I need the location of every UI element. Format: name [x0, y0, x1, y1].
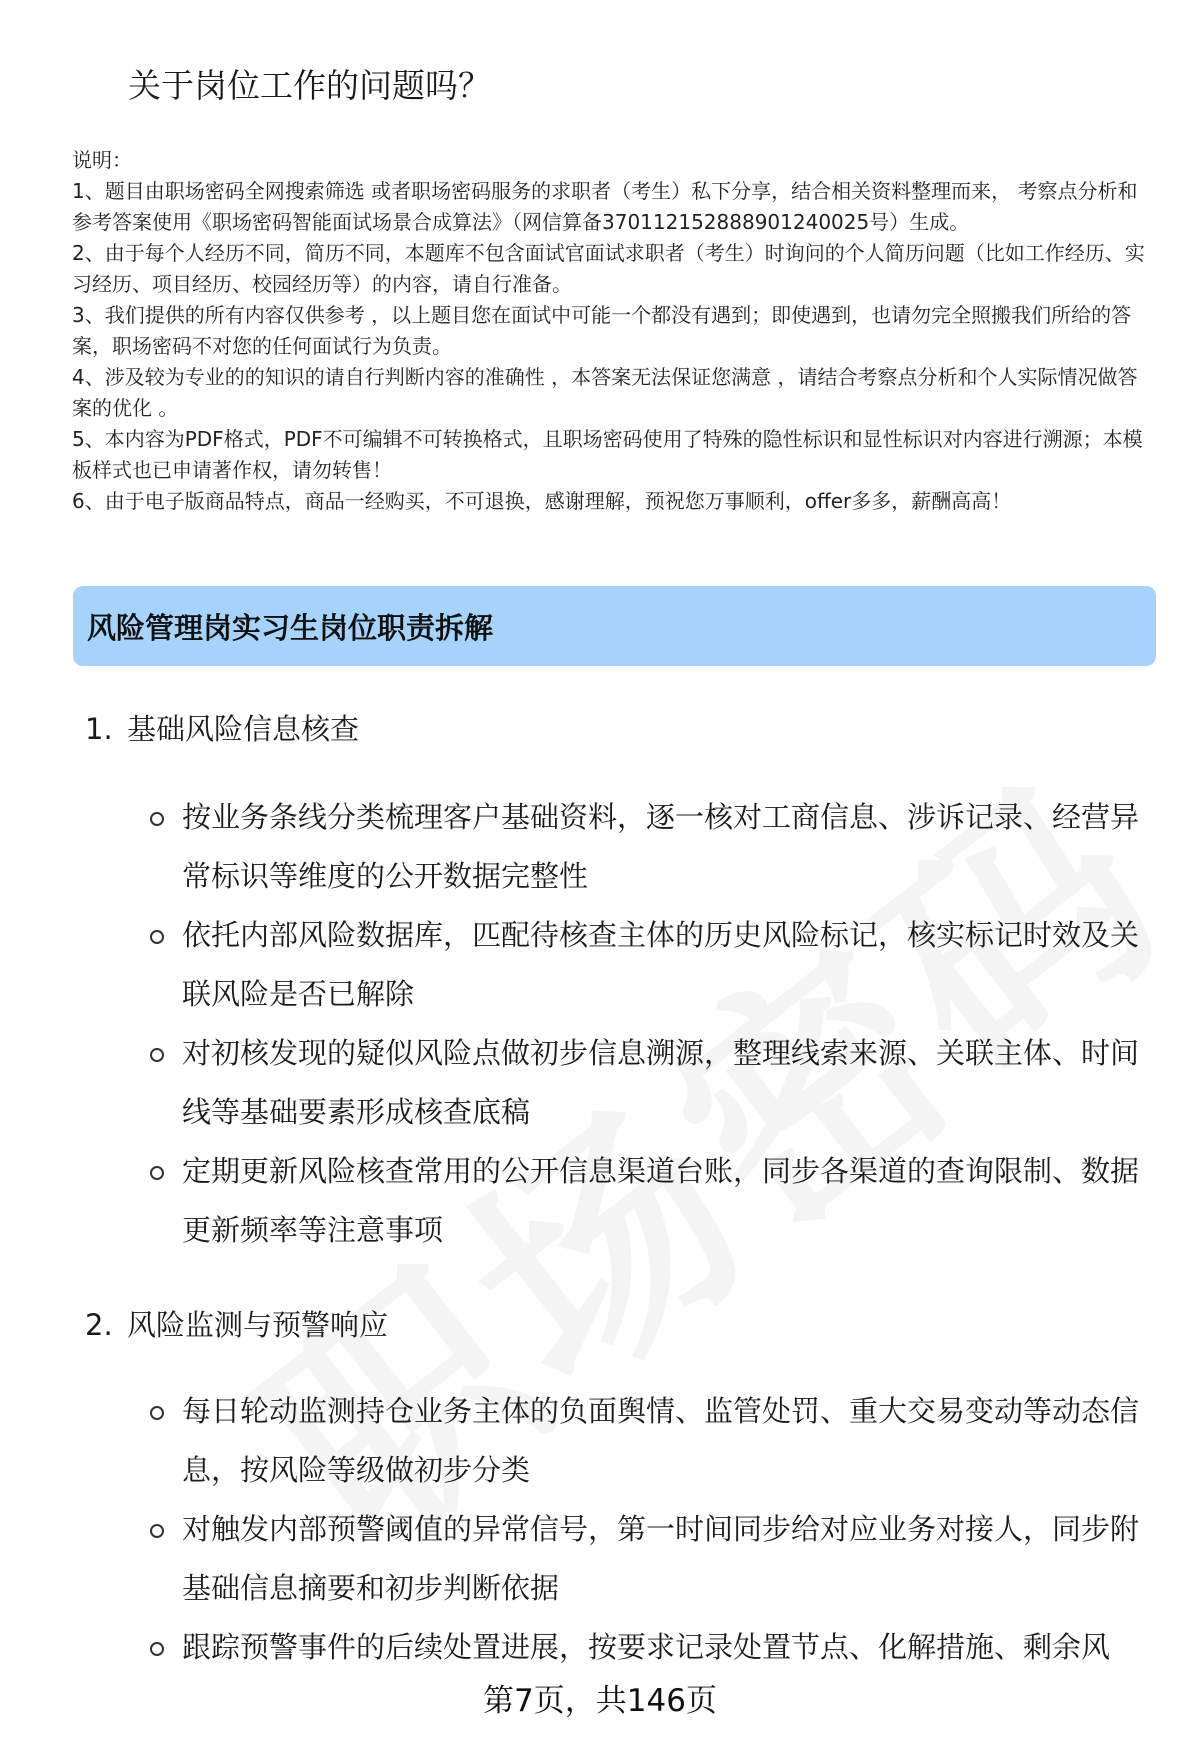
notes-heading: 说明： — [72, 148, 132, 172]
list-item-text: 定期更新风险核查常用的公开信息渠道台账，同步各渠道的查询限制、数据更新频率等注意事项 — [182, 1154, 1140, 1247]
list-item-text: 对初核发现的疑似风险点做初步信息溯源，整理线索来源、关联主体、时间线等基础要素形成核查底稿 — [182, 1036, 1140, 1129]
bullet-circle-icon — [150, 1166, 164, 1180]
note-line: 1、题目由职场密码全网搜索筛选 或者职场密码服务的求职者（考生）私下分享，结合相关资料整理而来， 考察点分析和参考答案使用《职场密码智能面试场景合成算法》（网信算备370112152888901240025号）生成。 — [72, 179, 1138, 234]
list-item-text: 每日轮动监测持仓业务主体的负面舆情、监管处罚、重大交易变动等动态信息，按风险等级做初步分类 — [182, 1394, 1140, 1487]
list-item — [150, 1500, 1150, 1618]
section-title: 风险管理岗实习生岗位职责拆解 — [87, 610, 494, 645]
list-item — [150, 906, 1150, 1024]
note-line: 3、我们提供的所有内容仅供参考 ，以上题目您在面试中可能一个都没有遇到；即使遇到，也请勿完全照搬我们所给的答案，职场密码不对您的任何面试行为负责。 — [72, 303, 1132, 358]
list-item — [150, 1382, 1150, 1500]
list-item — [150, 1618, 1150, 1677]
item-number: 2. — [85, 1308, 113, 1342]
list-item-text: 跟踪预警事件的后续处置进展，按要求记录处置节点、化解措施、剩余风 — [182, 1630, 1111, 1664]
page-number: 第7页，共146页 — [483, 1683, 717, 1719]
item-title — [85, 1303, 388, 1344]
note-line: 5、本内容为PDF格式，PDF不可编辑不可转换格式，且职场密码使用了特殊的隐性标识和显性标识对内容进行溯源；本模板样式也已申请著作权，请勿转售！ — [72, 427, 1143, 482]
item-number: 1. — [85, 712, 113, 746]
bullet-circle-icon — [150, 930, 164, 944]
notes-block — [72, 145, 1152, 517]
bullet-circle-icon — [150, 1048, 164, 1062]
list-item-text: 依托内部风险数据库，匹配待核查主体的历史风险标记，核实标记时效及关联风险是否已解除 — [182, 918, 1140, 1011]
item-title — [85, 707, 359, 748]
bullet-circle-icon — [150, 1406, 164, 1420]
list-item-text: 按业务条线分类梳理客户基础资料，逐一核对工商信息、涉诉记录、经营异常标识等维度的公开数据完整性 — [182, 800, 1140, 893]
bullet-circle-icon — [150, 1524, 164, 1538]
section-header — [73, 586, 1156, 666]
note-line: 4、涉及较为专业的的知识的请自行判断内容的准确性 ，本答案无法保证您满意 ，请结合考察点分析和个人实际情况做答案的优化 。 — [72, 365, 1138, 420]
item-title-text: 基础风险信息核查 — [127, 712, 360, 746]
note-line: 6、由于电子版商品特点，商品一经购买，不可退换，感谢理解，预祝您万事顺利，offer多多，薪酬高高！ — [72, 489, 1012, 513]
bullet-circle-icon — [150, 1642, 164, 1656]
list-item — [150, 788, 1150, 906]
list-item-text: 对触发内部预警阈值的异常信号，第一时间同步给对应业务对接人，同步附基础信息摘要和初步判断依据 — [182, 1512, 1140, 1605]
bullet-list — [150, 788, 1150, 1260]
item-title-text: 风险监测与预警响应 — [127, 1308, 389, 1342]
bullet-circle-icon — [150, 812, 164, 826]
bullet-list — [150, 1382, 1150, 1677]
question-text: 关于岗位工作的问题吗？ — [128, 66, 491, 105]
note-line: 2、由于每个人经历不同，简历不同，本题库不包含面试官面试求职者（考生）时询问的个人简历问题（比如工作经历、实习经历、项目经历、校园经历等）的内容，请自行准备。 — [72, 241, 1145, 296]
list-item — [150, 1024, 1150, 1142]
list-item — [150, 1142, 1150, 1260]
